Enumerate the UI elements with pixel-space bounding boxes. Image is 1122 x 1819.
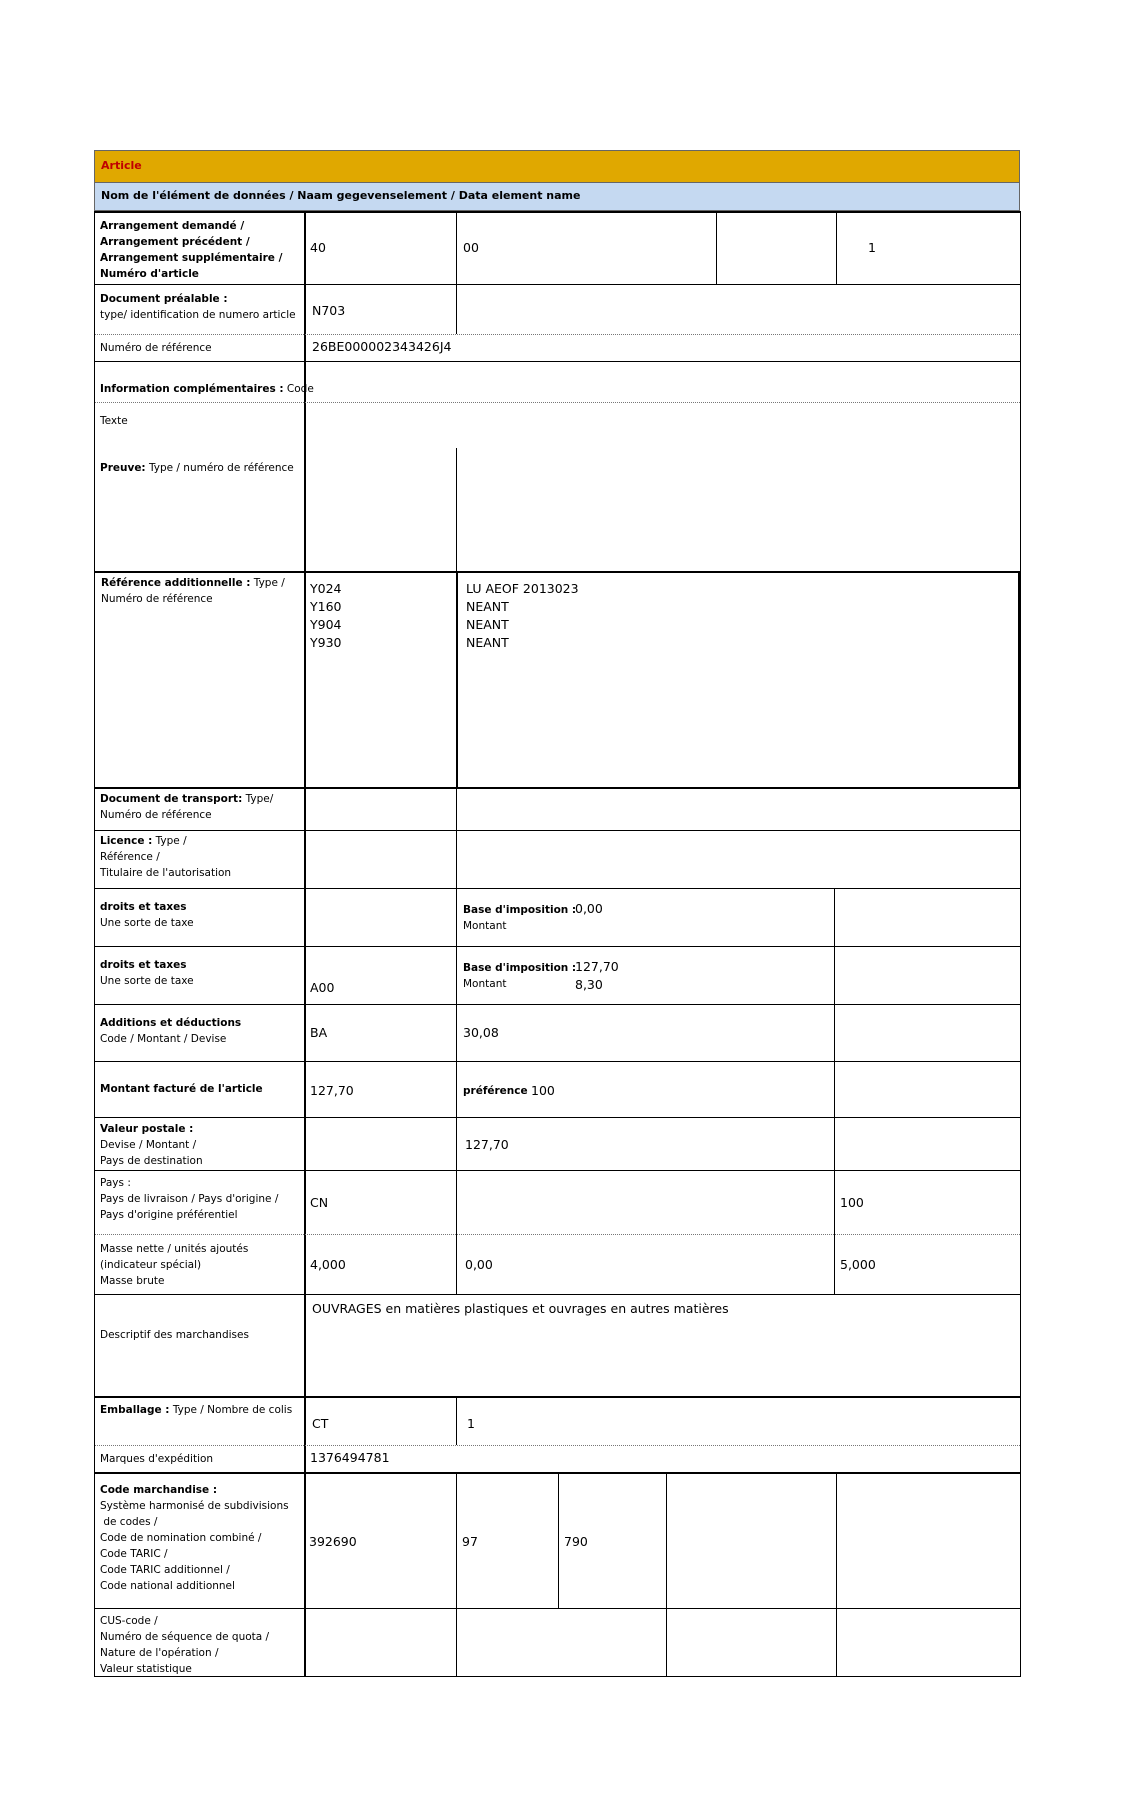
transport-document-label-bold: Document de transport:	[100, 793, 243, 805]
packaging-label-bold: Emballage :	[100, 1404, 170, 1416]
previous-arrangement-value: 00	[463, 240, 479, 255]
proof-label	[100, 460, 304, 476]
commodity-code-label-bold: Code marchandise :	[100, 1484, 218, 1496]
data-element-name-header	[94, 183, 1020, 211]
packaging-label	[100, 1402, 292, 1418]
duties-2-label-bold: droits et taxes	[100, 959, 187, 971]
outer-left-border	[94, 211, 95, 1676]
additional-info-label-rest: Code	[283, 383, 314, 395]
mass-label-line: Masse brute	[100, 1275, 165, 1287]
delivery-country-value: CN	[310, 1195, 329, 1210]
arrangement-label-line: Arrangement demandé /	[100, 220, 245, 232]
row-border	[94, 946, 1021, 947]
outer-right-border	[1020, 211, 1021, 1676]
added-units-value: 0,00	[465, 1257, 493, 1272]
col-divider	[834, 1117, 835, 1170]
mass-label	[100, 1241, 248, 1289]
countries-label-line: Pays de livraison / Pays d'origine /	[100, 1193, 279, 1205]
additions-label-bold: Additions et déductions	[100, 1017, 242, 1029]
row-border	[94, 787, 1021, 789]
dotted-separator	[95, 1234, 1020, 1235]
countries-label-line: Pays :	[100, 1177, 131, 1189]
additional-reference-value: NEANT	[466, 635, 509, 650]
additional-reference-value: LU AEOF 2013023	[466, 581, 579, 596]
duties-2-amount-value: 8,30	[575, 977, 603, 992]
shipping-marks-value: 1376494781	[310, 1450, 390, 1465]
arrangement-label	[100, 218, 282, 282]
row-border	[94, 1396, 1021, 1398]
commodity-code-label-line: Code TARIC /	[100, 1548, 168, 1560]
duties-1-label-bold: droits et taxes	[100, 901, 187, 913]
col-divider	[834, 1170, 835, 1234]
additional-info-text-label: Texte	[100, 415, 128, 427]
transport-document-label-line2: Numéro de référence	[100, 809, 212, 821]
additional-reference-label-bold: Référence additionnelle :	[101, 577, 251, 589]
transport-document-label	[100, 791, 273, 823]
reference-number-label: Numéro de référence	[100, 342, 212, 354]
col-divider	[834, 888, 835, 946]
row-border	[94, 361, 1021, 362]
additional-reference-label	[101, 575, 285, 607]
additional-reference-type: Y160	[310, 599, 342, 614]
invoiced-amount-label	[100, 1081, 263, 1097]
mass-label-line: (indicateur spécial)	[100, 1259, 202, 1271]
previous-document-label	[100, 291, 296, 323]
article-header	[94, 150, 1020, 183]
duties-2-base-label-text: Base d'imposition :	[463, 962, 577, 974]
col-divider	[834, 1004, 835, 1061]
col-divider	[456, 1473, 457, 1608]
col-divider	[836, 211, 837, 284]
arrangement-label-line: Numéro d'article	[100, 268, 199, 280]
col-divider	[456, 448, 457, 572]
previous-document-label-rest: type/ identification de numero article	[100, 309, 296, 321]
row-border	[94, 211, 1021, 213]
additional-reference-type: Y024	[310, 581, 342, 596]
taric-code-value: 790	[564, 1534, 588, 1549]
duties-2-base-value: 127,70	[575, 959, 619, 974]
row-border	[94, 1170, 1021, 1171]
data-element-name-title: Nom de l'élément de données / Naam gegevenselement / Data element name	[101, 189, 581, 202]
commodity-code-label-line: Code de nomination combiné /	[100, 1532, 262, 1544]
commodity-code-label-line: de codes /	[100, 1516, 158, 1528]
countries-label	[100, 1175, 278, 1223]
additional-reference-value: NEANT	[466, 599, 509, 614]
cus-code-label	[100, 1613, 269, 1677]
commodity-code-label-line: Code national additionnel	[100, 1580, 235, 1592]
col-divider	[456, 1608, 457, 1676]
duties-1-base-label	[463, 902, 576, 918]
col-divider	[834, 1061, 835, 1117]
postal-value-amount: 127,70	[465, 1137, 509, 1152]
col-divider	[456, 284, 457, 334]
duties-2-label-line2: Une sorte de taxe	[100, 975, 194, 987]
packaging-count-value: 1	[467, 1416, 475, 1431]
preference-value: 100	[531, 1083, 555, 1098]
col-divider	[558, 1473, 559, 1608]
preference-label	[463, 1083, 528, 1099]
dotted-separator	[95, 402, 1020, 403]
row-border	[94, 284, 1021, 285]
col-divider	[834, 946, 835, 1004]
duties-1-amount-label: Montant	[463, 920, 507, 932]
row-border	[94, 1061, 1021, 1062]
col-divider	[836, 1608, 837, 1676]
postal-value-label	[100, 1121, 203, 1169]
col-divider	[456, 830, 457, 888]
dotted-separator	[95, 334, 1020, 335]
gross-mass-value: 5,000	[840, 1257, 876, 1272]
cus-code-label-line: Valeur statistique	[100, 1663, 192, 1675]
article-header-title: Article	[101, 159, 142, 172]
label-column-divider	[304, 211, 306, 1676]
additions-code-value: BA	[310, 1025, 328, 1040]
row-border	[94, 1004, 1021, 1005]
row-border	[94, 830, 1021, 831]
col-divider	[456, 888, 457, 946]
preferential-origin-value: 100	[840, 1195, 864, 1210]
col-divider	[456, 1061, 457, 1117]
proof-label-rest: Type / numéro de référence	[145, 462, 294, 474]
arrangement-label-line: Arrangement précédent /	[100, 236, 250, 248]
additions-label	[100, 1015, 241, 1047]
postal-value-label-line: Devise / Montant /	[100, 1139, 197, 1151]
mass-label-line: Masse nette / unités ajoutés	[100, 1243, 249, 1255]
item-number-value: 1	[868, 240, 876, 255]
licence-label-line: Titulaire de l'autorisation	[100, 867, 232, 879]
additional-reference-type: Y930	[310, 635, 342, 650]
col-divider	[456, 1004, 457, 1061]
additional-reference-values	[466, 580, 579, 652]
col-divider	[456, 1234, 457, 1294]
reference-number-value: 26BE000002343426J4	[312, 339, 452, 354]
col-divider	[666, 1473, 667, 1608]
row-border	[94, 888, 1021, 889]
duties-2-amount-label: Montant	[463, 978, 507, 990]
goods-description-value: OUVRAGES en matières plastiques et ouvrages en autres matières	[312, 1301, 729, 1316]
additional-reference-type: Y904	[310, 617, 342, 632]
cus-code-label-line: Nature de l'opération /	[100, 1647, 219, 1659]
licence-label-bold: Licence :	[100, 835, 153, 847]
commodity-code-label-line: Système harmonisé de subdivisions	[100, 1500, 289, 1512]
col-divider	[456, 1117, 457, 1170]
licence-label	[100, 833, 231, 881]
row-border	[94, 571, 1021, 573]
packaging-label-rest: Type / Nombre de colis	[169, 1404, 293, 1416]
licence-label-line: Référence /	[100, 851, 160, 863]
row-border	[94, 1117, 1021, 1118]
additions-amount-value: 30,08	[463, 1025, 499, 1040]
col-divider	[456, 946, 457, 1004]
cn-code-value: 97	[462, 1534, 478, 1549]
commodity-code-label-line: Code TARIC additionnel /	[100, 1564, 230, 1576]
goods-description-label: Descriptif des marchandises	[100, 1329, 249, 1341]
postal-value-label-line: Pays de destination	[100, 1155, 203, 1167]
col-divider	[834, 1234, 835, 1294]
postal-value-label-bold: Valeur postale :	[100, 1123, 194, 1135]
duties-1-base-label-text: Base d'imposition :	[463, 904, 577, 916]
previous-document-type-value: N703	[312, 303, 346, 318]
transport-document-label-rest: Type/	[242, 793, 274, 805]
packaging-type-value: CT	[312, 1416, 329, 1431]
commodity-code-label	[100, 1482, 289, 1594]
duties-2-base-label	[463, 960, 576, 976]
additional-info-label	[100, 381, 314, 397]
invoiced-amount-label-bold: Montant facturé de l'article	[100, 1083, 263, 1095]
col-divider	[456, 1170, 457, 1234]
additions-label-line2: Code / Montant / Devise	[100, 1033, 227, 1045]
col-divider	[456, 571, 458, 788]
additional-reference-label-rest: Type /	[250, 577, 285, 589]
net-mass-value: 4,000	[310, 1257, 346, 1272]
licence-label-rest: Type /	[152, 835, 187, 847]
duties-1-label	[100, 899, 194, 931]
duties-1-base-value: 0,00	[575, 901, 603, 916]
shipping-marks-label: Marques d'expédition	[100, 1453, 214, 1465]
preference-label-text: préférence	[463, 1085, 528, 1097]
col-divider	[666, 1608, 667, 1676]
col-divider	[836, 1473, 837, 1608]
requested-arrangement-value: 40	[310, 240, 326, 255]
col-divider	[1018, 571, 1020, 788]
arrangement-label-line: Arrangement supplémentaire /	[100, 252, 283, 264]
duties-1-label-line2: Une sorte de taxe	[100, 917, 194, 929]
duties-2-tax-type-value: A00	[310, 980, 335, 995]
col-divider	[456, 1396, 457, 1445]
additional-reference-types	[310, 580, 342, 652]
row-border	[94, 1294, 1021, 1295]
col-divider	[456, 788, 457, 830]
dotted-separator	[95, 1445, 1020, 1446]
col-divider	[456, 211, 457, 284]
row-border	[94, 1608, 1021, 1609]
countries-label-line: Pays d'origine préférentiel	[100, 1209, 238, 1221]
cus-code-label-line: Numéro de séquence de quota /	[100, 1631, 270, 1643]
hs-code-value: 392690	[309, 1534, 357, 1549]
additional-reference-value: NEANT	[466, 617, 509, 632]
additional-reference-label-line2: Numéro de référence	[101, 593, 213, 605]
cus-code-label-line: CUS-code /	[100, 1615, 158, 1627]
col-divider	[716, 211, 717, 284]
duties-2-label	[100, 957, 194, 989]
previous-document-label-bold: Document préalable :	[100, 293, 228, 305]
invoiced-amount-value: 127,70	[310, 1083, 354, 1098]
additional-info-label-bold: Information complémentaires :	[100, 383, 284, 395]
proof-label-bold: Preuve:	[100, 462, 146, 474]
